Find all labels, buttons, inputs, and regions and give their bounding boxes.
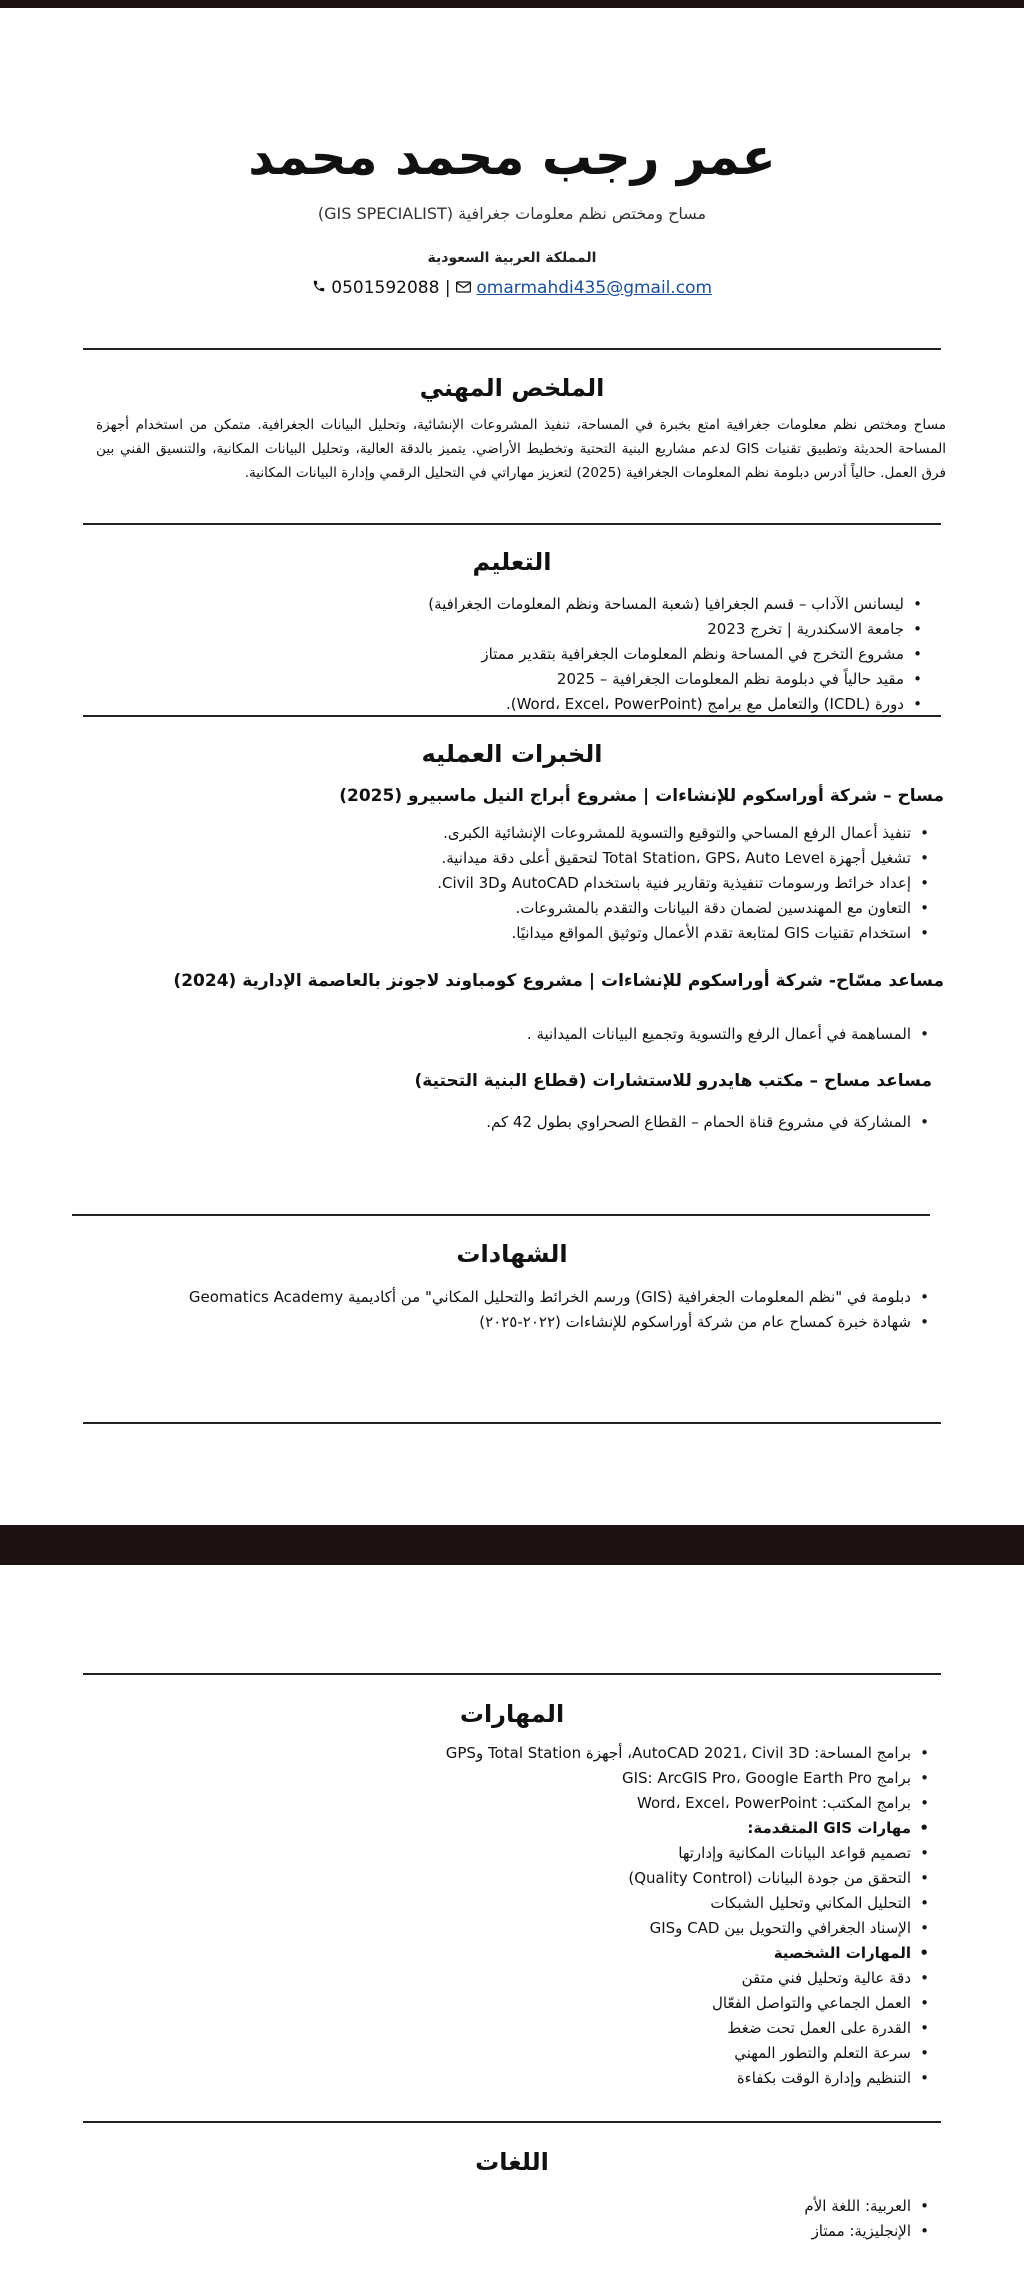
list-item: • برامج المساحة: AutoCAD 2021، Civil 3D، أجهزة Total Station وGPS	[169, 1741, 929, 1766]
list-item: • التعاون مع المهندسين لضمان دقة البيانات والتقدم بالمشروعات.	[169, 896, 929, 921]
list-item: • المشاركة في مشروع قناة الحمام – القطاع الصحراوي بطول 42 كم.	[169, 1110, 929, 1135]
job-subtitle: مساح ومختص نظم معلومات جغرافية (GIS SPECIALIST)	[317, 204, 707, 223]
page-break-bar	[0, 1525, 1024, 1565]
experience-title: الخبرات العمليه	[421, 740, 603, 768]
list-item: • التحليل المكاني وتحليل الشبكات	[169, 1891, 929, 1916]
divider	[83, 523, 941, 525]
phone-number: 0501592088	[331, 278, 440, 298]
contact-line	[0, 278, 1024, 298]
top-border	[0, 0, 1024, 8]
list-item: • مهارات GIS المتقدمة:	[169, 1816, 929, 1841]
job-title: مساعد مساح – مكتب هايدرو للاستشارات (قطاع البنية التحتية)	[414, 1071, 932, 1091]
list-item: • مشروع التخرج في المساحة ونظم المعلومات الجغرافية بتقدير ممتاز	[162, 642, 922, 667]
email-link[interactable]: omarmahdi435@gmail.com	[476, 278, 713, 298]
languages-list	[169, 2194, 929, 2244]
divider	[83, 1673, 941, 1675]
list-item: • تنفيذ أعمال الرفع المساحي والتوقيع والتسوية للمشروعات الإنشائية الكبرى.	[169, 821, 929, 846]
contact-separator: |	[444, 278, 451, 298]
summary-title: الملخص المهني	[419, 374, 605, 402]
skills-list	[169, 1741, 929, 2091]
job-list	[169, 1110, 929, 1135]
list-item: • تشغيل أجهزة Total Station، GPS، Auto Level لتحقيق أعلى دقة ميدانية.	[169, 846, 929, 871]
list-item: • ليسانس الآداب – قسم الجغرافيا (شعبة المساحة ونظم المعلومات الجغرافية)	[162, 592, 922, 617]
list-item: • دقة عالية وتحليل فني متقن	[169, 1966, 929, 1991]
list-item: • جامعة الاسكندرية | تخرج 2023	[162, 617, 922, 642]
list-item: • العربية: اللغة الأم	[169, 2194, 929, 2219]
list-item: • تصميم قواعد البيانات المكانية وإدارتها	[169, 1841, 929, 1866]
list-item: • دبلومة في "نظم المعلومات الجغرافية (GIS) ورسم الخرائط والتحليل المكاني" من أكاديمية Geomatics Academy	[149, 1285, 929, 1310]
certificates-list	[149, 1285, 929, 1335]
list-item: • برامج المكتب: Word، Excel، PowerPoint	[169, 1791, 929, 1816]
job-list	[169, 1022, 929, 1047]
divider	[83, 348, 941, 350]
divider	[83, 1422, 941, 1424]
education-title: التعليم	[472, 548, 552, 576]
divider	[83, 2121, 941, 2123]
list-item: • مقيد حالياً في دبلومة نظم المعلومات الجغرافية – 2025	[162, 667, 922, 692]
list-item: • إعداد خرائط ورسومات تنفيذية وتقارير فنية باستخدام AutoCAD وCivil 3D.	[169, 871, 929, 896]
job-title: مساعد مسّاح- شركة أوراسكوم للإنشاءات | مشروع كومباوند لاجونز بالعاصمة الإدارية (2024)	[173, 971, 944, 991]
list-item: • دورة (ICDL) والتعامل مع برامج (Word، Excel، PowerPoint).	[162, 692, 922, 717]
certificates-title: الشهادات	[456, 1240, 568, 1268]
list-item: • الإسناد الجغرافي والتحويل بين CAD وGIS	[169, 1916, 929, 1941]
list-item: • التنظيم وإدارة الوقت بكفاءة	[169, 2066, 929, 2091]
mail-icon	[456, 278, 471, 298]
list-item: • استخدام تقنيات GIS لمتابعة تقدم الأعمال وتوثيق المواقع ميدانيًا.	[169, 921, 929, 946]
job-title: مساح – شركة أوراسكوم للإنشاءات | مشروع أبراج النيل ماسبيرو (2025)	[339, 786, 944, 806]
divider	[83, 715, 941, 717]
list-item: • شهادة خبرة كمساح عام من شركة أوراسكوم للإنشاءات (٢٠٢٢-٢٠٢٥)	[149, 1310, 929, 1335]
list-item: • العمل الجماعي والتواصل الفعّال	[169, 1991, 929, 2016]
list-item: • التحقق من جودة البيانات (Quality Control)	[169, 1866, 929, 1891]
list-item: • سرعة التعلم والتطور المهني	[169, 2041, 929, 2066]
country: المملكة العربية السعودية	[427, 250, 597, 266]
divider	[72, 1214, 930, 1216]
list-item: • برامج GIS: ArcGIS Pro، Google Earth Pro	[169, 1766, 929, 1791]
skills-title: المهارات	[459, 1700, 565, 1728]
list-item: • القدرة على العمل تحت ضغط	[169, 2016, 929, 2041]
languages-title: اللغات	[475, 2148, 549, 2176]
list-item: • المهارات الشخصية	[169, 1941, 929, 1966]
summary-text: مساح ومختص نظم معلومات جغرافية امتع بخبرة في المساحة، تنفيذ المشروعات الإنشائية، وتحليل البيانات الجغرافية. متمكن من استخدام أجهزة المساحة الحديثة وتطبيق تقنيات GIS لدعم مشاريع البنية التحتية وتخطيط الأراضي. يتميز بالدقة العالية، وتحليل البيانات المكانية، والتنسيق الفني بين فرق العمل. حالياً أدرس دبلومة نظم المعلومات الجغرافية (2025) لتعزيز مهاراتي في التحليل الرقمي وإدارة البيانات المكانية.	[96, 417, 946, 481]
list-item: • الإنجليزية: ممتاز	[169, 2219, 929, 2244]
education-list	[162, 592, 922, 717]
list-item: • المساهمة في أعمال الرفع والتسوية وتجميع البيانات الميدانية .	[169, 1022, 929, 1047]
page-title: عمر رجب محمد محمد	[248, 128, 776, 186]
job-list	[169, 821, 929, 946]
phone-icon	[312, 278, 326, 298]
